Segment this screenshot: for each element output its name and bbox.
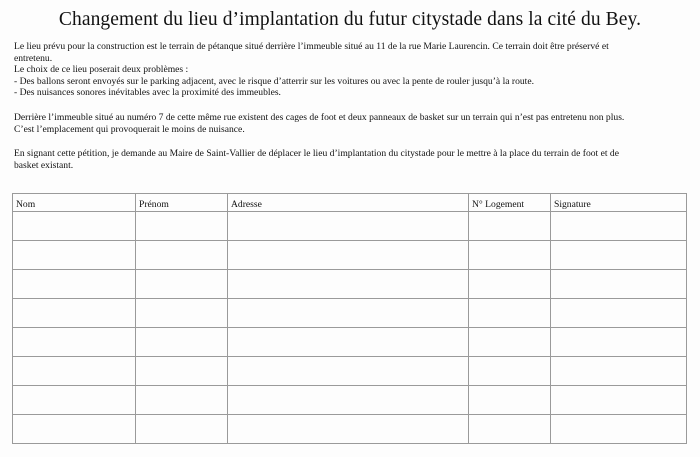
cell-nom[interactable] [13, 328, 136, 357]
cell-nom[interactable] [13, 357, 136, 386]
cell-prenom[interactable] [136, 299, 228, 328]
cell-nom[interactable] [13, 415, 136, 444]
paragraph-location-problems [14, 41, 674, 99]
cell-logement[interactable] [469, 386, 551, 415]
cell-signature[interactable] [551, 328, 687, 357]
cell-prenom[interactable] [136, 270, 228, 299]
text-line: Le choix de ce lieu poserait deux problèmes : [14, 64, 189, 76]
column-header-adresse: Adresse [228, 194, 469, 212]
text-line: - Des ballons seront envoyés sur le parking adjacent, avec le risque d’atterrir sur les voitures ou avec la pente de rouler jusqu’à la route. [14, 75, 535, 87]
cell-logement[interactable] [469, 241, 551, 270]
text-line: Derrière l’immeuble situé au numéro 7 de cette même rue existent des cages de foot et deux panneaux de basket sur un terrain qui n’est pas entretenu non plus. [14, 112, 625, 123]
column-header-nom: Nom [13, 194, 136, 212]
table-row [13, 415, 687, 444]
cell-nom[interactable] [13, 212, 136, 241]
cell-nom[interactable] [13, 270, 136, 299]
cell-nom[interactable] [13, 386, 136, 415]
cell-logement[interactable] [469, 270, 551, 299]
signature-table [12, 193, 687, 444]
table-row [13, 328, 687, 357]
cell-logement[interactable] [469, 299, 551, 328]
cell-signature[interactable] [551, 415, 687, 444]
cell-adresse[interactable] [228, 386, 469, 415]
cell-signature[interactable] [551, 357, 687, 386]
cell-adresse[interactable] [228, 212, 469, 241]
cell-logement[interactable] [469, 212, 551, 241]
cell-signature[interactable] [551, 386, 687, 415]
table-row [13, 270, 687, 299]
text-line: basket existant. [14, 159, 74, 171]
cell-adresse[interactable] [228, 415, 469, 444]
cell-signature[interactable] [551, 299, 687, 328]
cell-signature[interactable] [551, 241, 687, 270]
cell-adresse[interactable] [228, 270, 469, 299]
table-row [13, 241, 687, 270]
cell-adresse[interactable] [228, 357, 469, 386]
cell-adresse[interactable] [228, 241, 469, 270]
column-header-prenom: Prénom [136, 194, 228, 212]
signature-table-body [13, 212, 687, 444]
table-header-row [13, 194, 687, 212]
cell-prenom[interactable] [136, 212, 228, 241]
cell-adresse[interactable] [228, 299, 469, 328]
text-line: entretenu. [14, 52, 53, 64]
cell-nom[interactable] [13, 241, 136, 270]
cell-prenom[interactable] [136, 328, 228, 357]
text-line: En signant cette pétition, je demande au Maire de Saint-Vallier de déplacer le lieu d’implantation du citystade pour le mettre à la place du terrain de foot et de [14, 148, 619, 159]
table-row [13, 357, 687, 386]
text-line: - Des nuisances sonores inévitables avec la proximité des immeubles. [14, 87, 281, 99]
cell-logement[interactable] [469, 357, 551, 386]
text-line: C’est l’emplacement qui provoquerait le moins de nuisance. [14, 123, 245, 135]
cell-prenom[interactable] [136, 386, 228, 415]
cell-signature[interactable] [551, 270, 687, 299]
cell-adresse[interactable] [228, 328, 469, 357]
cell-logement[interactable] [469, 415, 551, 444]
text-line: Le lieu prévu pour la construction est le terrain de pétanque situé derrière l’immeuble situé au 11 de la rue Marie Laurencin. Ce terrain doit être préservé et [14, 41, 609, 52]
column-header-signature: Signature [551, 194, 687, 212]
cell-prenom[interactable] [136, 241, 228, 270]
cell-logement[interactable] [469, 328, 551, 357]
cell-prenom[interactable] [136, 357, 228, 386]
table-row [13, 212, 687, 241]
cell-nom[interactable] [13, 299, 136, 328]
petition-title: Changement du lieu d’implantation du futur citystade dans la cité du Bey. [58, 9, 642, 30]
column-header-logement: N° Logement [469, 194, 551, 212]
paragraph-request [14, 148, 674, 171]
table-row [13, 299, 687, 328]
cell-signature[interactable] [551, 212, 687, 241]
table-row [13, 386, 687, 415]
cell-prenom[interactable] [136, 415, 228, 444]
paragraph-alternative-site [14, 112, 674, 135]
